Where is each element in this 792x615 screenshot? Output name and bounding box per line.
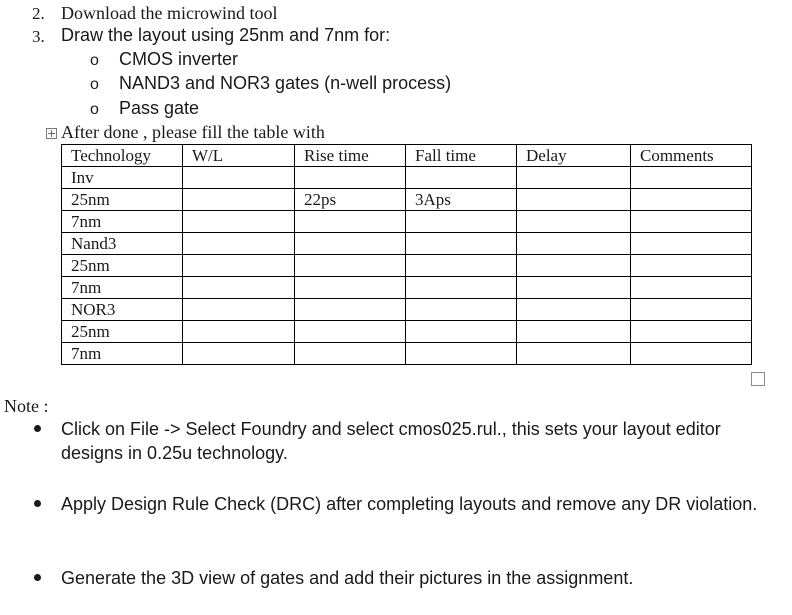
- cut-off-text-line: [210, 0, 570, 2]
- header-rise-time: Rise time: [295, 145, 406, 167]
- table-cell[interactable]: [631, 233, 752, 255]
- table-cell[interactable]: [517, 321, 631, 343]
- table-cell[interactable]: [183, 255, 295, 277]
- results-table: [61, 144, 752, 365]
- table-cell[interactable]: [517, 255, 631, 277]
- table-cell[interactable]: [406, 233, 517, 255]
- table-cell[interactable]: [295, 211, 406, 233]
- table-cell[interactable]: [183, 321, 295, 343]
- table-cell[interactable]: [295, 299, 406, 321]
- header-technology: Technology: [62, 145, 183, 167]
- table-cell[interactable]: [183, 211, 295, 233]
- table-resize-handle-icon[interactable]: [751, 372, 765, 386]
- list-item-draw-layout: Draw the layout using 25nm and 7nm for:: [61, 25, 391, 45]
- table-cell[interactable]: [295, 277, 406, 299]
- sub-bullet-marker: o: [90, 76, 99, 93]
- table-cell[interactable]: [631, 299, 752, 321]
- note-bullet-drc: Apply Design Rule Check (DRC) after completing layouts and remove any DR violation.: [61, 494, 758, 514]
- table-cell[interactable]: 25nm: [62, 189, 183, 211]
- sub-bullet-marker: o: [90, 101, 99, 118]
- table-cell[interactable]: 7nm: [62, 211, 183, 233]
- table-row: [62, 255, 752, 277]
- list-number-3: 3.: [32, 27, 45, 46]
- table-cell[interactable]: [406, 299, 517, 321]
- list-number-2: 2.: [32, 4, 45, 23]
- table-header-row: [62, 145, 752, 167]
- note-bullet-foundry: Click on File -> Select Foundry and select cmos025.rul., this sets your layout editor designs in 0.25u technology.: [61, 419, 721, 463]
- table-row: [62, 299, 752, 321]
- table-cell[interactable]: [406, 277, 517, 299]
- sub-item-pass-gate: Pass gate: [119, 98, 200, 118]
- header-delay: Delay: [517, 145, 631, 167]
- table-cell[interactable]: [406, 255, 517, 277]
- table-cell[interactable]: 7nm: [62, 277, 183, 299]
- table-cell[interactable]: 22ps: [295, 189, 406, 211]
- table-move-handle-icon[interactable]: +: [47, 127, 57, 140]
- table-row: [62, 189, 752, 211]
- table-row: [62, 277, 752, 299]
- bullet-dot-icon: [34, 574, 41, 581]
- table-cell[interactable]: [631, 255, 752, 277]
- table-cell[interactable]: [295, 167, 406, 189]
- table-cell[interactable]: [406, 321, 517, 343]
- note-label: Note :: [4, 396, 49, 416]
- table-row: [62, 343, 752, 365]
- table-cell[interactable]: [631, 211, 752, 233]
- table-cell[interactable]: [631, 189, 752, 211]
- table-cell[interactable]: [631, 343, 752, 365]
- table-cell[interactable]: [295, 233, 406, 255]
- table-row: [62, 321, 752, 343]
- table-cell[interactable]: Inv: [62, 167, 183, 189]
- table-cell[interactable]: [183, 167, 295, 189]
- list-item-download: Download the microwind tool: [61, 3, 278, 23]
- table-cell[interactable]: 25nm: [62, 321, 183, 343]
- table-row: [62, 211, 752, 233]
- table-cell[interactable]: [517, 343, 631, 365]
- table-cell[interactable]: [631, 277, 752, 299]
- table-cell[interactable]: [631, 321, 752, 343]
- table-cell[interactable]: [183, 299, 295, 321]
- table-cell[interactable]: [295, 343, 406, 365]
- table-cell[interactable]: 3Aps: [406, 189, 517, 211]
- table-cell[interactable]: 7nm: [62, 343, 183, 365]
- table-row: [62, 233, 752, 255]
- table-cell[interactable]: [517, 167, 631, 189]
- table-cell[interactable]: 25nm: [62, 255, 183, 277]
- header-comments: Comments: [631, 145, 752, 167]
- table-cell[interactable]: [517, 299, 631, 321]
- table-row: [62, 167, 752, 189]
- bullet-dot-icon: [34, 500, 41, 507]
- table-intro-text: After done , please fill the table with: [61, 122, 325, 142]
- table-cell[interactable]: [183, 189, 295, 211]
- header-wl: W/L: [183, 145, 295, 167]
- table-cell[interactable]: [406, 343, 517, 365]
- table-cell[interactable]: [295, 255, 406, 277]
- header-fall-time: Fall time: [406, 145, 517, 167]
- bullet-dot-icon: [34, 425, 41, 432]
- sub-bullet-marker: o: [90, 52, 99, 69]
- sub-item-cmos-inverter: CMOS inverter: [119, 49, 239, 69]
- sub-item-nand3-nor3: NAND3 and NOR3 gates (n-well process): [119, 73, 452, 93]
- table-cell[interactable]: [183, 233, 295, 255]
- table-cell[interactable]: [631, 167, 752, 189]
- table-cell[interactable]: [183, 277, 295, 299]
- table-cell[interactable]: [295, 321, 406, 343]
- table-cell[interactable]: [517, 211, 631, 233]
- table-cell[interactable]: [517, 189, 631, 211]
- table-cell[interactable]: [406, 211, 517, 233]
- note-bullet-3d-view: Generate the 3D view of gates and add their pictures in the assignment.: [61, 568, 634, 588]
- table-cell[interactable]: NOR3: [62, 299, 183, 321]
- table-cell[interactable]: Nand3: [62, 233, 183, 255]
- table-cell[interactable]: [183, 343, 295, 365]
- table-cell[interactable]: [517, 277, 631, 299]
- table-cell[interactable]: [517, 233, 631, 255]
- table-cell[interactable]: [406, 167, 517, 189]
